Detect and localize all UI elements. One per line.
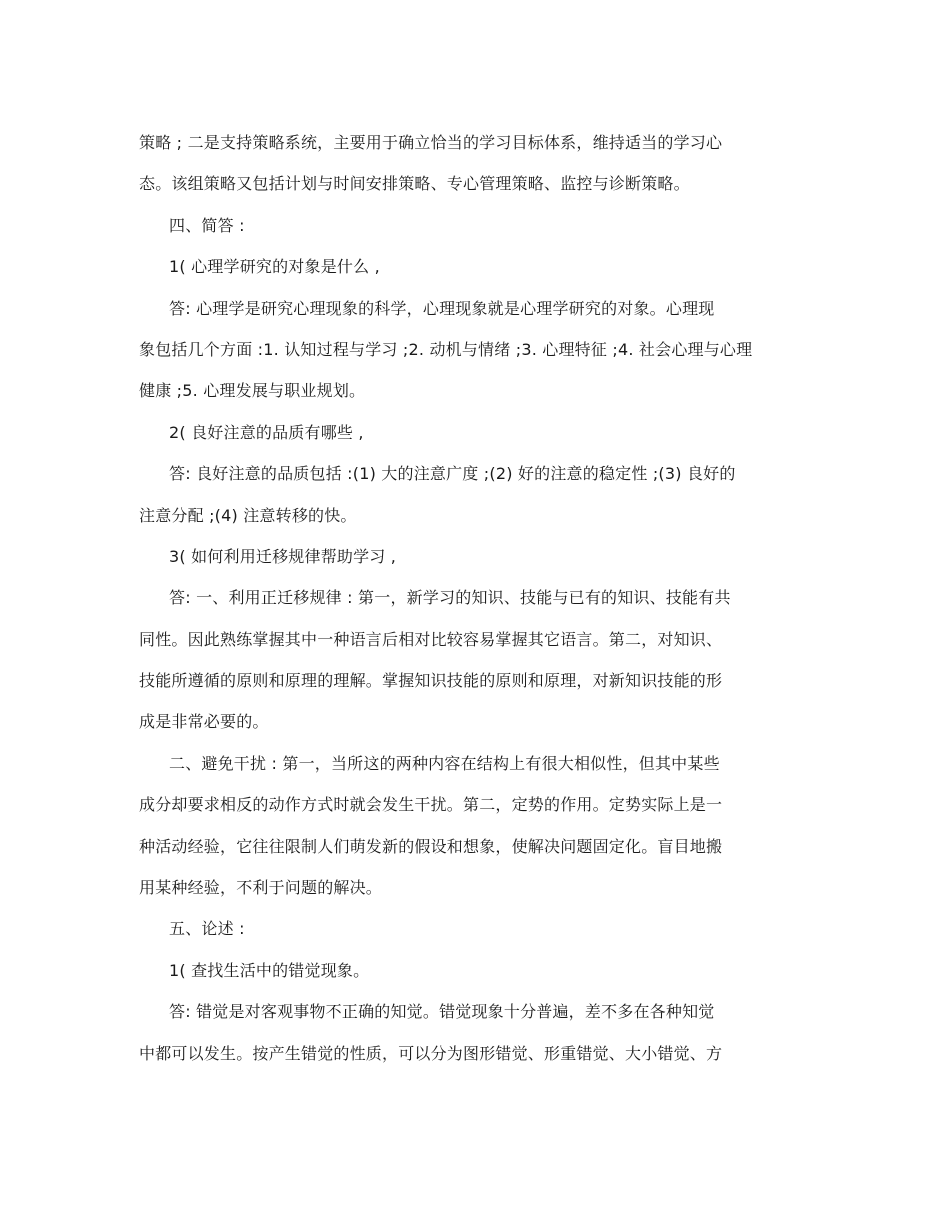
question: 2( 良好注意的品质有哪些 , (169, 422, 364, 442)
document-body (139, 128, 819, 1080)
text-line: 注意分配 ;(4) 注意转移的快。 (139, 505, 357, 525)
text-line: 中都可以发生。按产生错觉的性质，可以分为图形错觉、形重错觉、大小错觉、方 (139, 1043, 723, 1063)
text-line: 成分却要求相反的动作方式时就会发生干扰。第二，定势的作用。定势实际上是一 (139, 795, 723, 815)
answer-line: 答: 良好注意的品质包括 :(1) 大的注意广度 ;(2) 好的注意的稳定性 ;(3) 良好的 (169, 464, 736, 484)
text-line: 技能所遵循的原则和原理的理解。掌握知识技能的原则和原理，对新知识技能的形 (139, 671, 723, 691)
section-heading: 四、简答 : (169, 215, 245, 235)
text-line: 用某种经验，不利于问题的解决。 (139, 878, 383, 898)
answer-line: 二、避免干扰 : 第一，当所这的两种内容在结构上有很大相似性，但其中某些 (169, 753, 720, 773)
question: 1( 查找生活中的错觉现象。 (169, 960, 370, 980)
text-line: 态。该组策略又包括计划与时间安排策略、专心管理策略、监控与诊断策略。 (139, 174, 690, 194)
text-line: 策略 ; 二是支持策略系统，主要用于确立恰当的学习目标体系，维持适当的学习心 (139, 133, 723, 152)
text-line: 成是非常必要的。 (139, 712, 269, 732)
question: 1( 心理学研究的对象是什么 , (169, 257, 380, 277)
text-line: 种活动经验，它往往限制人们萌发新的假设和想象，使解决问题固定化。盲目地搬 (139, 836, 723, 856)
question: 3( 如何利用迁移规律帮助学习 , (169, 546, 397, 566)
answer-line: 答: 心理学是研究心理现象的科学，心理现象就是心理学研究的对象。心理现 (169, 298, 715, 318)
text-line: 同性。因此熟练掌握其中一种语言后相对比较容易掌握其它语言。第二，对知识、 (139, 629, 723, 649)
text-line: 象包括几个方面 :1. 认知过程与学习 ;2. 动机与情绪 ;3. 心理特征 ;4. 社会心理与心理 (139, 339, 753, 359)
answer-line: 答: 一、利用正迁移规律 : 第一，新学习的知识、技能与已有的知识、技能有共 (169, 588, 731, 608)
answer-line: 答: 错觉是对客观事物不正确的知觉。错觉现象十分普遍，差不多在各种知觉 (169, 1002, 715, 1022)
text-line: 健康 ;5. 心理发展与职业规划。 (139, 381, 366, 401)
section-heading: 五、论述 : (169, 919, 245, 939)
